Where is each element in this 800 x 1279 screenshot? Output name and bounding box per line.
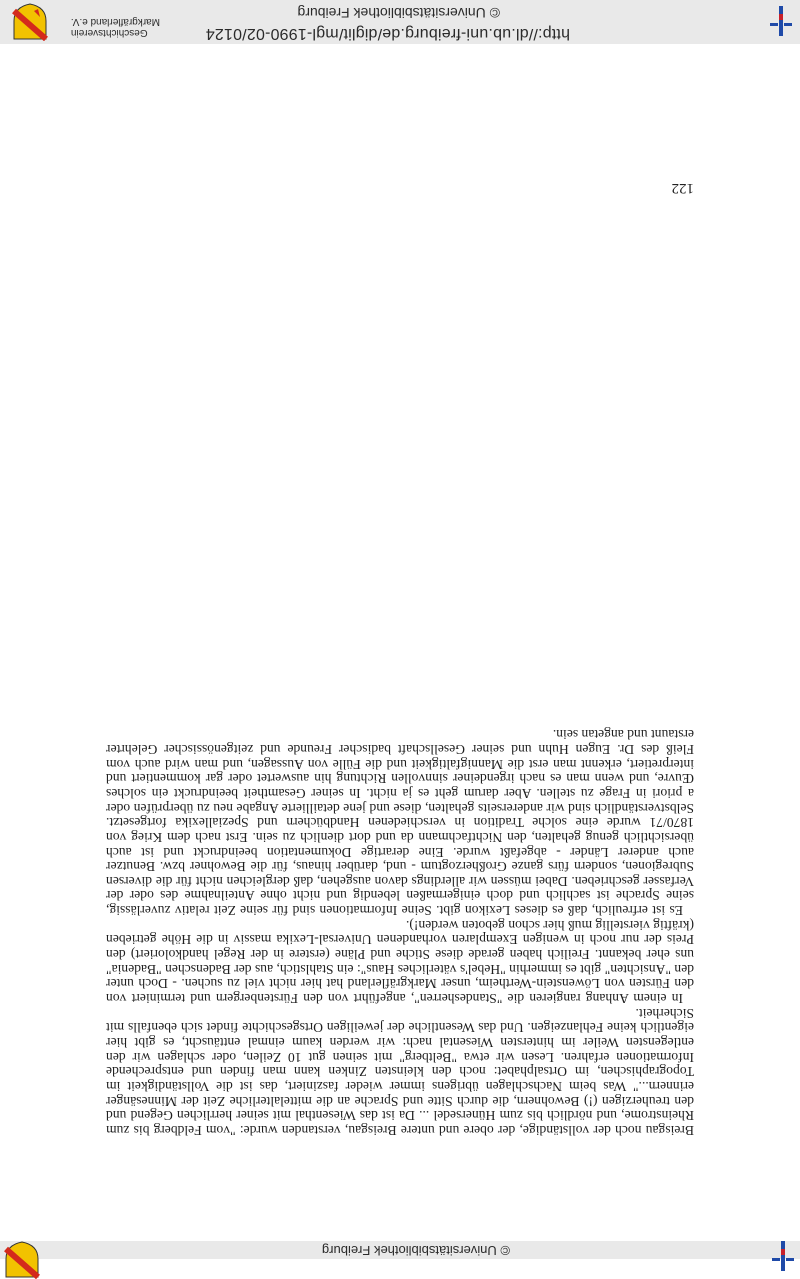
society-name (71, 16, 160, 38)
document-url[interactable]: http://dl.ub.uni-freiburg.de/diglit/mgl-1990-02/0124 (205, 25, 570, 42)
ub-freiburg-logo-icon (772, 1241, 794, 1271)
paragraph: Es ist erfreulich, daß es dieses Lexikon gibt. Seine Informationen sind für seine Zeit relativ zuverlässig, seine Sprache ist sachlich und doch einigermaßen lebendig und nicht ohne Anteilnahme des oder der Verfasser geschrieben. Dabei müssen wir allerdings davon ausgehen, daß dergleichen nicht für die diversen Subregionen, sondern fürs ganze Großherzogtum - und, darüber hinaus, für die Bewohner bzw. Benutzer auch anderer Länder - abgefaßt wurde. Eine derartige Dokumentation beeindruckt und ist auch übersichtlich genug gehalten, den Nichtfachmann da und dort dienlich zu sein. Erst nach dem Krieg von 1870/71 wurde eine solche Tradition in verschiedenen Handbüchern und Speziallexika fortgesetzt. Selbstverständlich sind wir andererseits gehalten, diese und jene detaillierte Angabe neu zu überprüfen oder a priori in Frage zu stellen. Aber darum geht es ja nicht. In seiner Gesamtheit beeindruckt ein solches Œuvre, und wenn man es nach irgendeiner sinnvollen Richtung hin auswertet oder gar kommentiert und interpretiert, erkennt man erst die Mannigfaltigkeit und die Fülle von Aussagen, und man wird auch vom Fleiß des Dr. Eugen Huhn und seiner Gesellschaft badischer Freunde und zeitgenössischer Gelehrter erstaunt und angetan sein. (106, 727, 694, 919)
society-label: Geschichtsverein Markgräflerland e.V. (70, 16, 160, 38)
footer-bar (0, 0, 800, 44)
paragraph: Breisgau noch der vollständige, der obere und untere Breisgau, verstanden wurde: "vom Feldberg bis zum Rheinstrome, und nördlich bis zum Hünersedel ... Da ist das Wiesenthal mit seiner herrlichen Gegend und den treuherzigen (!) Bewohnern, die durch Sitte und Sprache an die mittelalterliche Zeit der Minnesänger erinnern..." Was beim Nachschlagen übrigens immer wieder fasziniert, das ist die Vollständigkeit im Topographischen, im Ortsalphabet: noch den kleinsten Zinken kann man finden und entsprechende Informationen erfahren. Lesen wir etwa "Beltberg" mit seinen gut 10 Zeilen, oder schlagen wir den entlegensten Weiler im hintersten Wiesental nach: wir werden kaum einmal enttäuscht, es gibt hier eigentlich keine Fehlanzeigen. Und das Wesentliche der jeweiligen Ortsgeschichte findet sich ebenfalls mit Sicherheit. (106, 1005, 694, 1138)
paragraph: In einem Anhang rangieren die "Standesherren", angeführt von den Fürstenbergern und terminiert von den Fürsten von Löwenstein-Wertheim, unser Markgräflerland hat hier nicht viel zu suchen. - Doch unter den "Ansichten" gibt es immerhin "Hebel's väterliches Haus": ein Stahlstich, aus der Badenschen "Badenia" uns eher bekannt. Freilich haben gerade diese Stiche und Pläne (erstere in der Regel handkoloriert) den Preis der nur noch in wenigen Exemplaren vorhandenen Universal-Lexika massiv in die Höhe getrieben (kräftig vierstellig muß hier schon geboten werden!). (106, 917, 694, 1007)
ub-freiburg-logo-icon (770, 6, 792, 36)
header-copyright: © Universitätsbibliothek Freiburg (321, 1243, 510, 1258)
page-number: 122 (671, 180, 694, 196)
body-text (106, 727, 694, 1137)
crest-icon (12, 3, 48, 41)
crest-icon (4, 1241, 40, 1279)
footer-copyright: © Universitätsbibliothek Freiburg (297, 5, 500, 21)
header-bar (0, 1241, 800, 1259)
